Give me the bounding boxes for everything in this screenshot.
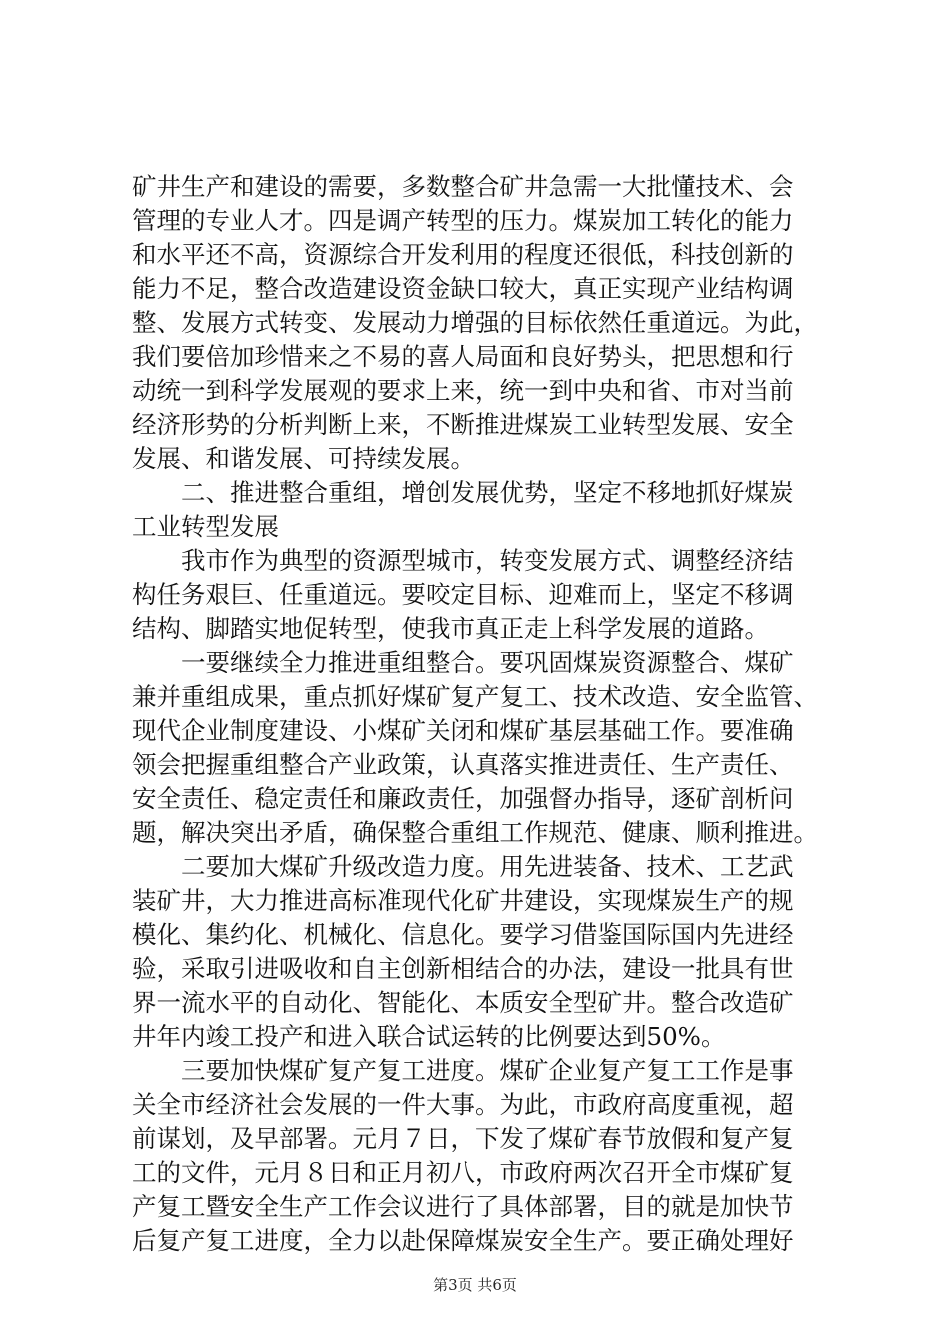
- body-text-line: 题，解决突出矛盾，确保整合重组工作规范、健康、顺利推进。: [132, 818, 818, 847]
- body-text-line: 装矿井，大力推进高标准现代化矿井建设，实现煤炭生产的规: [132, 886, 794, 915]
- body-text-line: 安全责任、稳定责任和廉政责任，加强督办指导，逐矿剖析问: [132, 784, 794, 813]
- body-text-line: 界一流水平的自动化、智能化、本质安全型矿井。整合改造矿: [132, 988, 794, 1017]
- body-text-line: 验，采取引进吸收和自主创新相结合的办法，建设一批具有世: [132, 954, 794, 983]
- body-text-line: 构任务艰巨、任重道远。要咬定目标、迎难而上，坚定不移调: [132, 580, 794, 609]
- body-text-line: 整、发展方式转变、发展动力增强的目标依然任重道远。为此，: [132, 308, 818, 337]
- body-text-line: 一要继续全力推进重组整合。要巩固煤炭资源整合、煤矿: [132, 648, 794, 677]
- body-text-line: 经济形势的分析判断上来，不断推进煤炭工业转型发展、安全: [132, 410, 794, 439]
- body-text-line: 井年内竣工投产和进入联合试运转的比例要达到50%。: [132, 1022, 726, 1051]
- body-text-line: 矿井生产和建设的需要，多数整合矿井急需一大批懂技术、会: [132, 172, 794, 201]
- body-text-line: 领会把握重组整合产业政策，认真落实推进责任、生产责任、: [132, 750, 794, 779]
- body-text-line: 产复工暨安全生产工作会议进行了具体部署，目的就是加快节: [132, 1192, 794, 1221]
- body-text-line-overflow: 后复产复工进度，全力以赴保障煤炭安全生产。要正确处理好: [132, 1226, 794, 1255]
- body-text-line: 管理的专业人才。四是调产转型的压力。煤炭加工转化的能力: [132, 206, 794, 235]
- body-text-line: 我们要倍加珍惜来之不易的喜人局面和良好势头，把思想和行: [132, 342, 794, 371]
- body-text-line: 能力不足，整合改造建设资金缺口较大，真正实现产业结构调: [132, 274, 794, 303]
- body-text-line: 结构、脚踏实地促转型，使我市真正走上科学发展的道路。: [132, 614, 769, 643]
- page-number-footer: 第3页 共6页: [433, 1276, 517, 1294]
- section-heading-line: 二、推进整合重组，增创发展优势，坚定不移地抓好煤炭: [132, 478, 794, 507]
- body-text-line: 和水平还不高，资源综合开发利用的程度还很低，科技创新的: [132, 240, 794, 269]
- section-heading-line: 工业转型发展: [132, 512, 279, 541]
- body-text-line: 三要加快煤矿复产复工进度。煤矿企业复产复工工作是事: [132, 1056, 794, 1085]
- body-text-line: 发展、和谐发展、可持续发展。: [132, 444, 475, 473]
- body-text-line: 兼并重组成果，重点抓好煤矿复产复工、技术改造、安全监管、: [132, 682, 818, 711]
- body-text-line: 我市作为典型的资源型城市，转变发展方式、调整经济结: [132, 546, 794, 575]
- body-text-line: 前谋划，及早部署。元月７日，下发了煤矿春节放假和复产复: [132, 1124, 794, 1153]
- body-text-line: 动统一到科学发展观的要求上来，统一到中央和省、市对当前: [132, 376, 794, 405]
- body-text-line: 工的文件，元月８日和正月初八，市政府两次召开全市煤矿复: [132, 1158, 794, 1187]
- body-text-line: 现代企业制度建设、小煤矿关闭和煤矿基层基础工作。要准确: [132, 716, 794, 745]
- body-text-line: 关全市经济社会发展的一件大事。为此，市政府高度重视，超: [132, 1090, 794, 1119]
- body-text-line: 模化、集约化、机械化、信息化。要学习借鉴国际国内先进经: [132, 920, 794, 949]
- body-text-line: 二要加大煤矿升级改造力度。用先进装备、技术、工艺武: [132, 852, 794, 881]
